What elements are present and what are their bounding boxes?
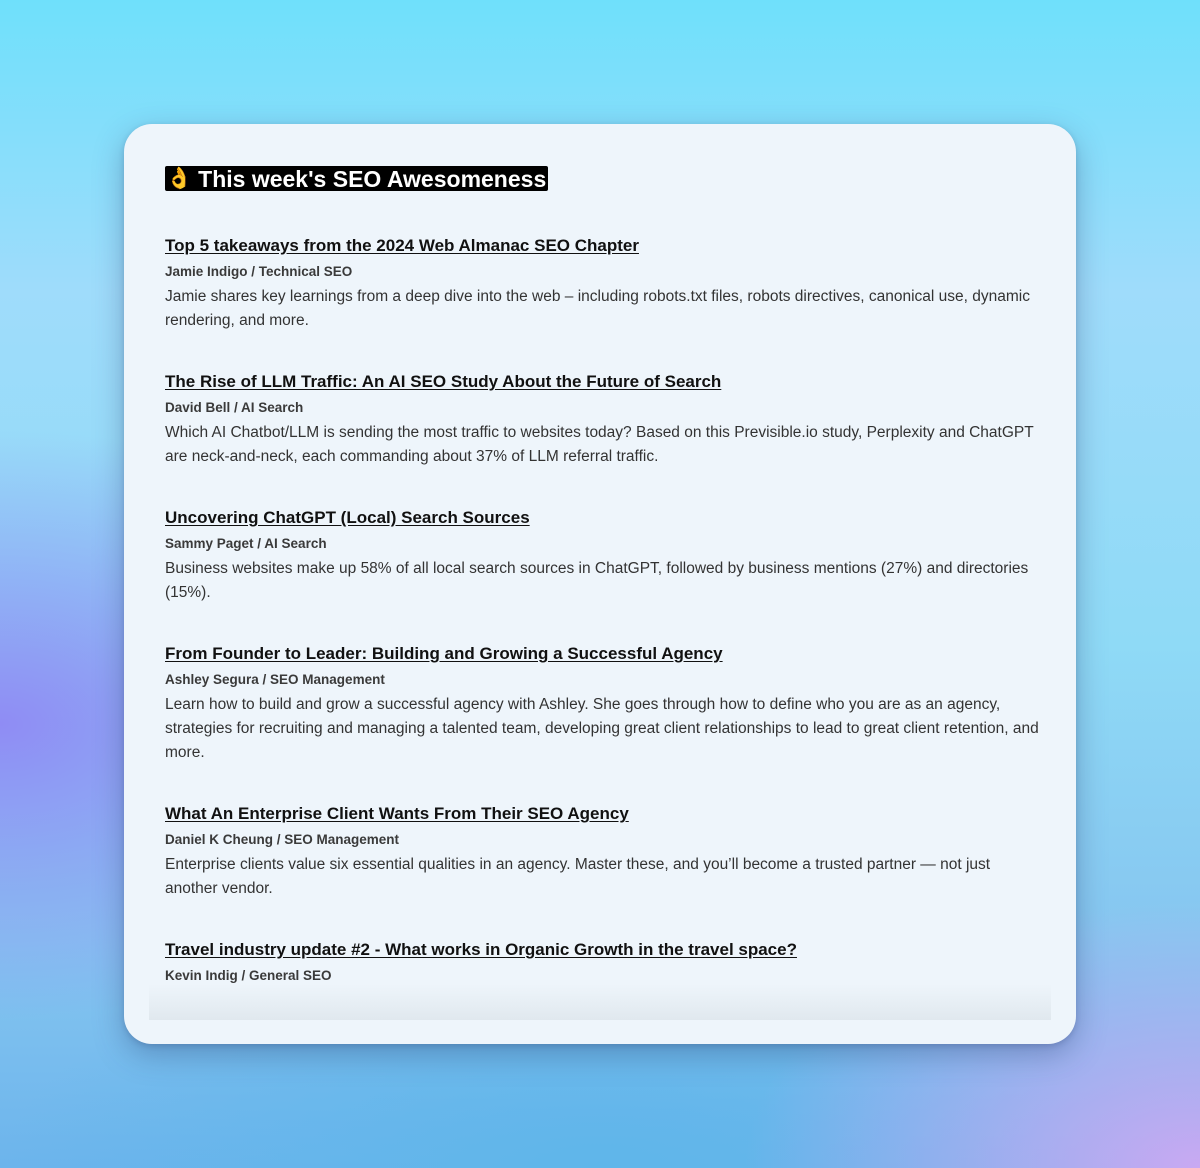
- article-item: [165, 642, 1045, 765]
- section-heading-text: This week's SEO Awesomeness: [198, 166, 547, 192]
- article-byline: Jamie Indigo / Technical SEO: [165, 264, 353, 279]
- article-byline: Ashley Segura / SEO Management: [165, 672, 385, 687]
- newsletter-card: [124, 124, 1076, 1044]
- article-byline: Daniel K Cheung / SEO Management: [165, 832, 400, 847]
- article-byline: Sammy Paget / AI Search: [165, 536, 327, 551]
- article-item: [165, 938, 1045, 985]
- article-description: Business websites make up 58% of all local search sources in ChatGPT, followed by business mentions (27%) and directories (15%).: [165, 560, 1029, 601]
- article-item: [165, 802, 1045, 901]
- article-link[interactable]: What An Enterprise Client Wants From Their SEO Agency: [165, 804, 629, 823]
- article-item: [165, 370, 1045, 469]
- article-link[interactable]: Travel industry update #2 - What works in Organic Growth in the travel space?: [165, 940, 797, 959]
- article-item: [165, 234, 1045, 333]
- article-list: [165, 234, 1045, 1022]
- article-byline: David Bell / AI Search: [165, 400, 304, 415]
- article-link[interactable]: From Founder to Leader: Building and Growing a Successful Agency: [165, 644, 723, 663]
- article-description: Which AI Chatbot/LLM is sending the most traffic to websites today? Based on this Previsible.io study, Perplexity and ChatGPT are neck-and-neck, each commanding about 37% of LLM referral traffic.: [165, 424, 1034, 465]
- article-description: Jamie shares key learnings from a deep dive into the web – including robots.txt files, robots directives, canonical use, dynamic rendering, and more.: [165, 288, 1030, 329]
- article-byline: Kevin Indig / General SEO: [165, 968, 332, 983]
- article-link[interactable]: Top 5 takeaways from the 2024 Web Almanac SEO Chapter: [165, 236, 639, 255]
- article-link[interactable]: Uncovering ChatGPT (Local) Search Sources: [165, 508, 530, 527]
- article-link[interactable]: The Rise of LLM Traffic: An AI SEO Study About the Future of Search: [165, 372, 722, 391]
- article-description: Learn how to build and grow a successful agency with Ashley. She goes through how to define who you are as an agency, strategies for recruiting and managing a talented team, developing great client relationships to lead to great client retention, and more.: [165, 696, 1039, 761]
- article-description: Enterprise clients value six essential qualities in an agency. Master these, and you’ll become a trusted partner — not just another vendor.: [165, 856, 991, 897]
- section-heading: [165, 166, 548, 191]
- ok-hand-icon: 👌: [166, 167, 193, 190]
- article-item: [165, 506, 1045, 605]
